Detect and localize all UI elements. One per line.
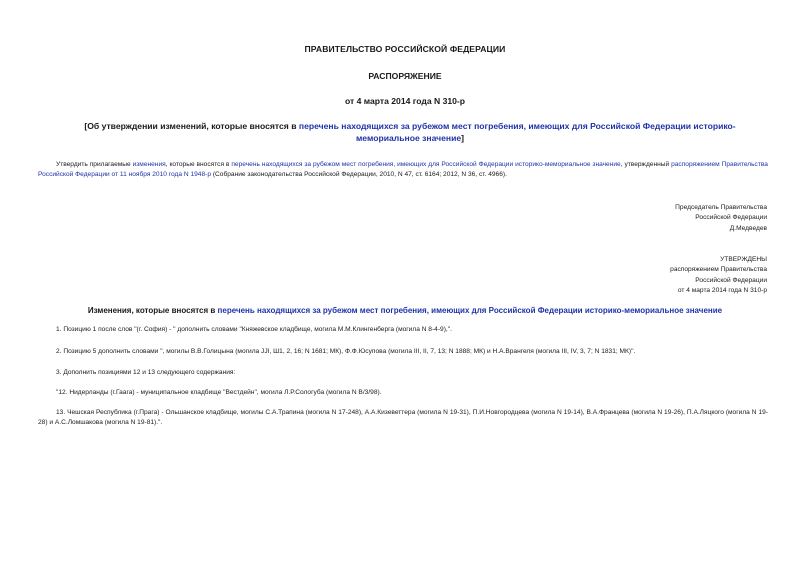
approval-line: распоряжением Правительства xyxy=(670,266,767,274)
list-item: 2. Позицию 5 дополнить словами ", могилы В.В.Голицына (могила JJI, Ш1, 2, 16; N 1681; МК), Ф.Ф.Юсупова (могила III, II, 7, 13; N 1888; МК) и Н.А.Врангеля (могила III, IV, 3, 7; N 1831; МК)". xyxy=(56,348,636,355)
signature-position: Председатель Правительства xyxy=(675,204,767,211)
document-title xyxy=(60,120,760,144)
changes-heading-link[interactable]: перечень находящихся за рубежом мест погребения, имеющих для Российской Федерации историко-мемориальное значение xyxy=(217,306,723,315)
list-item: 3. Дополнить позициями 12 и 13 следующего содержания: xyxy=(56,369,236,376)
intro-text: Утвердить прилагаемые xyxy=(56,161,133,168)
intro-link-order[interactable]: распоряжением Правительства Российской Федерации от 11 ноября 2010 года N 1948-р xyxy=(38,161,768,178)
list-item: 1. Позицию 1 после слов "(г. София) - " дополнить словами "Княжевское кладбище, могила М.М.Клингенберга (могила N 8-4-9),". xyxy=(56,326,452,333)
document-type: РАСПОРЯЖЕНИЕ xyxy=(368,71,442,81)
approval-heading: УТВЕРЖДЕНЫ xyxy=(720,256,767,263)
approval-line: Российской Федерации xyxy=(695,276,767,284)
intro-link-changes[interactable]: изменения xyxy=(132,161,166,168)
signature-name: Д.Медведев xyxy=(729,224,767,232)
signature-org: Российской Федерации xyxy=(695,214,767,222)
approval-block xyxy=(567,255,767,296)
intro-text: (Собрание законодательства Российской Федерации, 2010, N 47, ст. 6164; 2012, N 36, ст. 4966). xyxy=(211,171,507,178)
list-item: "12. Нидерланды (г.Гаага) - муниципальное кладбище "Вестдейн", могила Л.Р.Сологуба (могила N В/3/98). xyxy=(56,389,382,396)
intro-paragraph xyxy=(38,160,768,180)
list-item: 13. Чешская Республика (г.Прага) - Ольшанское кладбище, могилы С.А.Трапина (могила N 17-248), А.А.Кизеветтера (могила N 19-31), П.И.Новгородцева (могила N 19-14), В.А.Францева (могила N 19-26), П.А.Ляцкого (могила N 19-28) и А.С.Ломшакова (могила N 19-81).". xyxy=(38,409,768,426)
changes-heading xyxy=(40,306,770,315)
title-text-open: [Об утверждении изменений, которые вносятся в xyxy=(84,121,299,131)
document-date-number: от 4 марта 2014 года N 310-р xyxy=(344,96,466,106)
title-link-list[interactable]: перечень находящихся за рубежом мест погребения, имеющих для Российской Федерации историко-мемориальное значение xyxy=(298,121,736,143)
approval-date: от 4 марта 2014 года N 310-р xyxy=(677,286,767,294)
signature-block xyxy=(567,203,767,234)
changes-heading-text: Изменения, которые вносятся в xyxy=(87,306,218,315)
intro-text: , утвержденный xyxy=(620,161,672,168)
intro-link-list[interactable]: перечень находящихся за рубежом мест погребения, имеющих для Российской Федерации историко-мемориальное значение xyxy=(231,161,621,168)
government-heading: ПРАВИТЕЛЬСТВО РОССИЙСКОЙ ФЕДЕРАЦИИ xyxy=(304,44,506,54)
title-text-close: ] xyxy=(461,133,465,143)
intro-text: , которые вносятся в xyxy=(165,161,232,168)
